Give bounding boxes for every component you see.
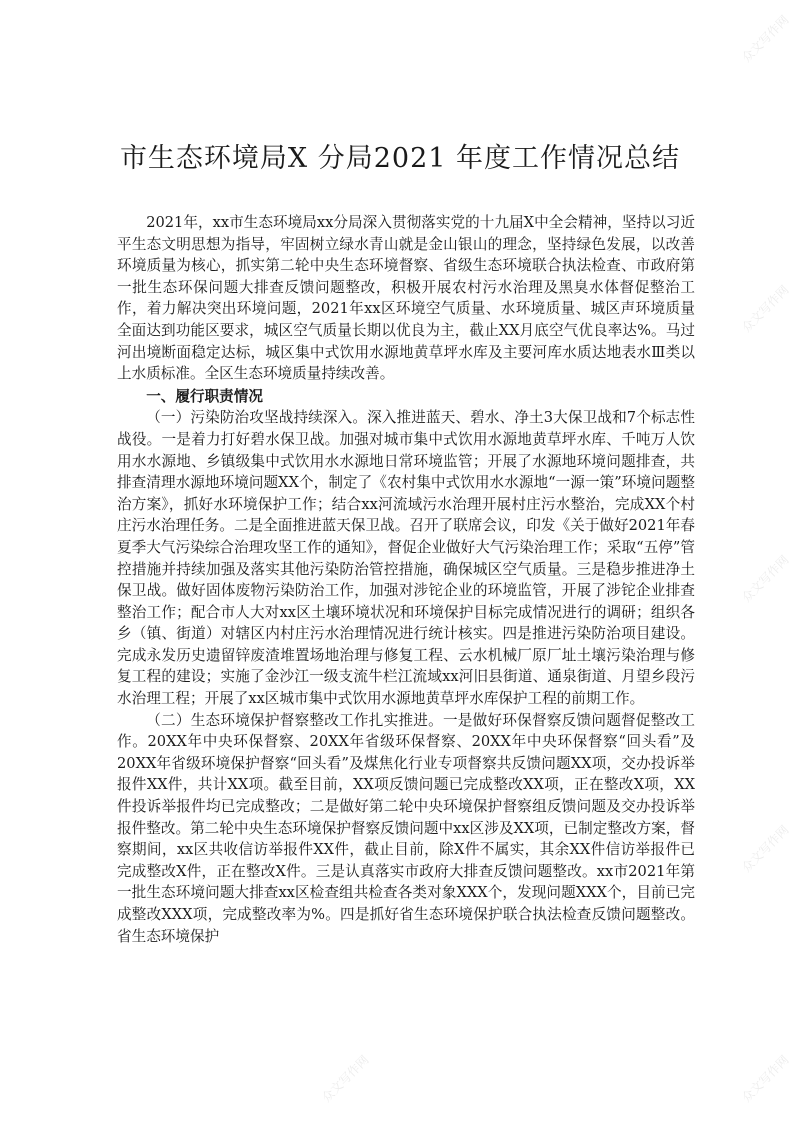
watermark-text: 众文写作网 — [319, 1052, 372, 1106]
document-title: 市生态环境局X 分局2021 年度工作情况总结 — [119, 143, 681, 174]
watermark-text: 众文写作网 — [739, 1052, 792, 1106]
document-body — [117, 212, 695, 947]
watermark-text: 众文写作网 — [739, 12, 792, 66]
watermark-text: 众文写作网 — [739, 552, 792, 606]
body-paragraph-1: （一）污染防治攻坚战持续深入。深入推进蓝天、碧水、净土3大保卫战和7个标志性战役。一是着力打好碧水保卫战。加强对城市集中式饮用水源地黄草坪水库、千吨万人饮用水水源地、乡镇级集中式饮用水水源地日常环境监管；开展了水源地环境问题排查，共排查清理水源地环境问题XX个，制定了《农村集中式饮用水水源地“一源一策”环境问题整治方案》，抓好水环境保护工作；结合xx河流域污水治理开展村庄污水整治，完成XX个村庄污水治理任务。二是全面推进蓝天保卫战。召开了联席会议，印发《关于做好2021年春夏季大气污染综合治理攻坚工作的通知》，督促企业做好大气污染治理工作；采取“五停”管控措施并持续加强及落实其他污染防治管控措施，确保城区空气质量。三是稳步推进净土保卫战。做好固体废物污染防治工作，加强对涉铊企业的环境监管，开展了涉铊企业排查整治工作；配合市人大对xx区土壤环境状况和环境保护目标完成情况进行的调研；组织各乡（镇、街道）对辖区内村庄污水治理情况进行统计核实。四是推进污染防治项目建设。完成永发历史遗留锌废渣堆置场地治理与修复工程、云水机械厂原厂址土壤污染治理与修复工程的建设；实施了金沙江一级支流牛栏江流域xx河旧县街道、通泉街道、月望乡段污水治理工程；开展了xx区城市集中式饮用水源地黄草坪水库保护工程的前期工作。 — [117, 409, 695, 708]
watermark-text: 众文写作网 — [739, 822, 792, 876]
body-paragraph-2: （二）生态环境保护督察整改工作扎实推进。一是做好环保督察反馈问题督促整改工作。20XX年中央环保督察、20XX年省级环保督察、20XX年中央环保督察“回头看”及20XX年省级环境保护督察“回头看”及煤焦化行业专项督察共反馈问题XX项，交办投诉举报件XX件，共计XX项。截至目前，XX项反馈问题已完成整改XX项，正在整改X项，XX件投诉举报件均已完成整改；二是做好第二轮中央环境保护督察组反馈问题及交办投诉举报件整改。第二轮中央生态环境保护督察反馈问题中xx区涉及XX项，已制定整改方案，督察期间，xx区共收信访举报件XX件，截止目前，除X件不属实，其余XX件信访举报件已完成整改X件，正在整改X件。三是认真落实市政府大排查反馈问题整改。xx市2021年第一批生态环境问题大排查xx区检查组共检查各类对象XXX个，发现问题XXX个，目前已完成整改XXX项，完成整改率为%。四是抓好省生态环境保护联合执法检查反馈问题整改。省生态环境保护 — [117, 711, 695, 945]
intro-paragraph: 2021年，xx市生态环境局xx分局深入贯彻落实党的十九届X中全会精神，坚持以习近平生态文明思想为指导，牢固树立绿水青山就是金山银山的理念，坚持绿色发展，以改善环境质量为核心，抓实第二轮中央生态环境督察、省级生态环境联合执法检查、市政府第一批生态环保问题大排查反馈问题整改，积极开展农村污水治理及黑臭水体督促整治工作，着力解决突出环境问题，2021年xx区环境空气质量、水环境质量、城区声环境质量全面达到功能区要求，城区空气质量长期以优良为主，截止XX月底空气优良率达%。马过河出境断面稳定达标，城区集中式饮用水源地黄草坪水库及主要河库水质达地表水Ⅲ类以上水质标准。全区生态环境质量持续改善。 — [117, 214, 695, 383]
watermark-text: 众文写作网 — [739, 282, 792, 336]
section-heading: 一、履行职责情况 — [146, 387, 263, 405]
